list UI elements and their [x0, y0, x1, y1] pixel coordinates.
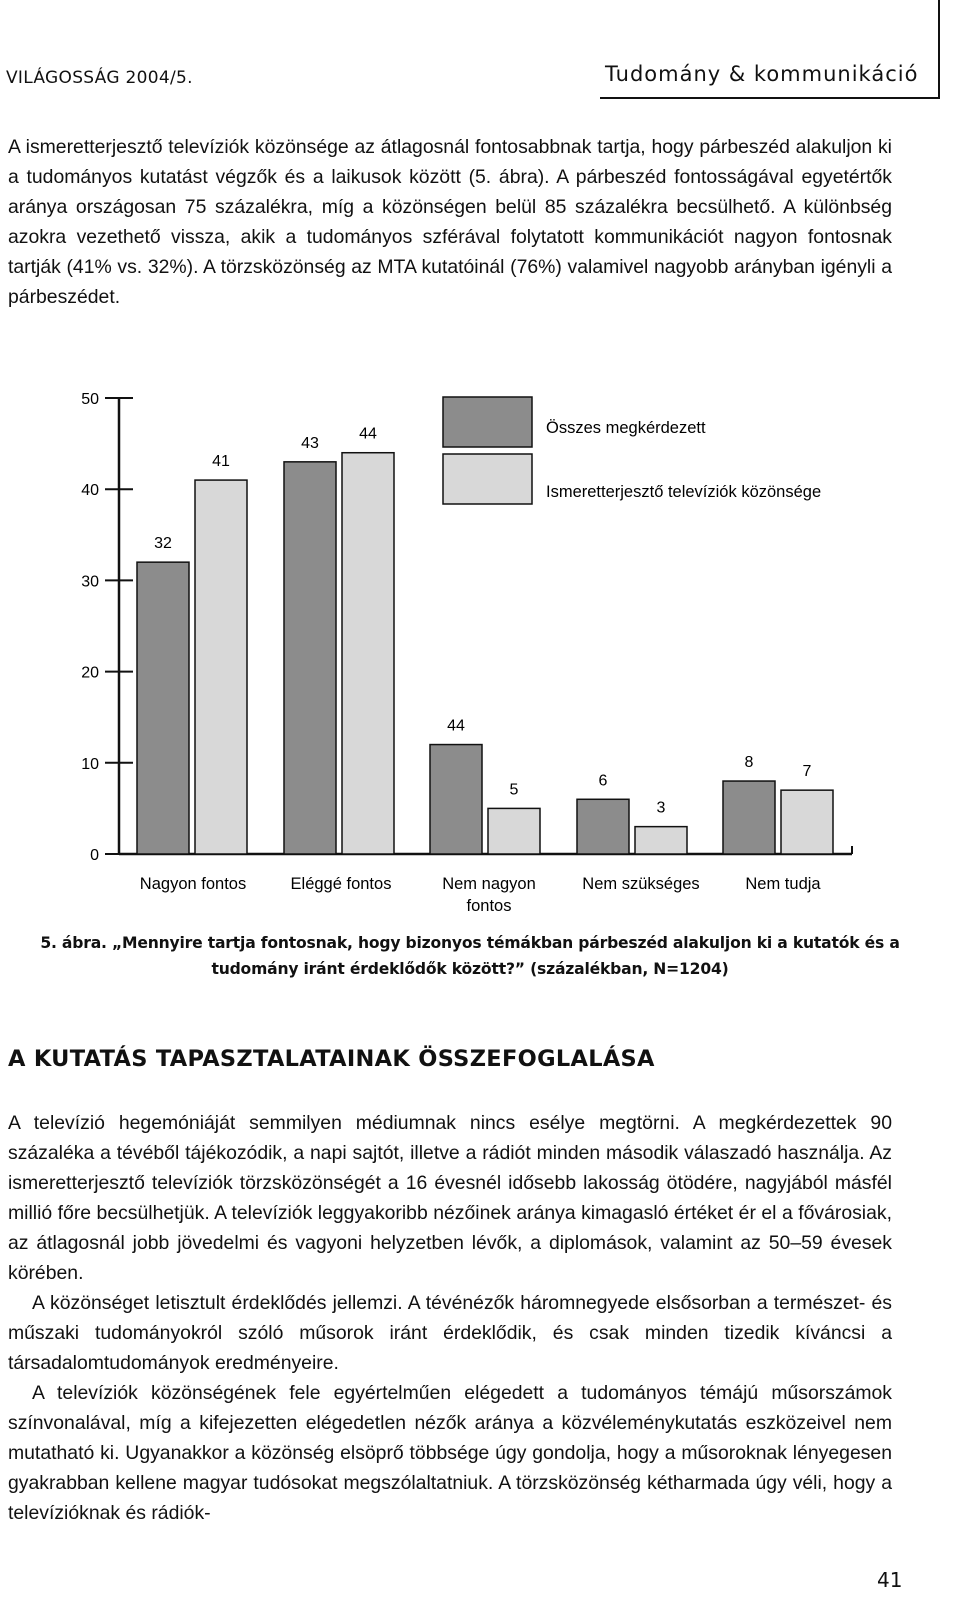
bar-audience: [488, 808, 540, 854]
bar-all: [577, 799, 629, 854]
legend-label: Összes megkérdezett: [546, 419, 706, 437]
section-title: A KUTATÁS TAPASZTALATAINAK ÖSSZEFOGLALÁSA: [8, 1046, 655, 1072]
y-tick-label: 20: [81, 664, 99, 682]
y-tick-label: 10: [81, 755, 99, 773]
body-paragraph-3: A televíziók közönségének fele egyértelműen elégedett a tudományos témájú műsorszámok színvonalával, míg a kifejezetten elégedetlen nézők aránya a közvéleménykutatás eszközeivel nem mutatható ki. Ugyanakkor a közönség elsöprő többsége úgy gondolja, hogy a műsoroknak lényegesen gyakrabban kellene magyar tudósokat megszólaltatniuk. A törzsközönség kétharmada úgy véli, hogy a televízióknak és rádiók-: [8, 1382, 892, 1524]
figure-caption: [0, 930, 940, 982]
category-label: Eléggé fontos: [290, 875, 392, 893]
bar-audience: [342, 453, 394, 854]
y-tick-label: 50: [81, 391, 99, 408]
bar-audience: [781, 790, 833, 854]
legend-swatch: [443, 454, 532, 504]
section-name: Tudomány & kommunikáció: [605, 62, 919, 86]
bar-audience: [635, 827, 687, 854]
data-label: 32: [154, 535, 172, 553]
data-label: 41: [212, 453, 230, 471]
body-paragraph-2: A közönséget letisztult érdeklődés jellemzi. A tévénézők háromnegyede elsősorban a természet- és műszaki tudományokról szóló műsorok iránt érdeklődik, és csak minden tizedik kíváncsi a társadalomtudományok eredményeire.: [8, 1292, 892, 1374]
bar-all: [723, 781, 775, 854]
category-label: Nem szükséges: [582, 875, 700, 893]
category-label: Nem tudja: [745, 875, 821, 893]
journal-name: VILÁGOSSÁG 2004/5.: [6, 68, 193, 88]
y-tick-label: 0: [90, 847, 99, 864]
data-label: 44: [447, 717, 465, 735]
bar-chart: [0, 370, 960, 930]
legend-swatch: [443, 397, 532, 447]
data-label: 8: [744, 754, 754, 772]
page-number: 41: [877, 1568, 903, 1592]
bar-all: [137, 562, 189, 854]
body-paragraph-1: A televízió hegemóniáját semmilyen médiumnak nincs esélye megtörni. A megkérdezettek 90 százaléka a tévéből tájékozódik, a napi sajtót, illetve a rádiót minden második válaszadó használja. Az ismeretterjesztő televíziók törzsközönségét a 16 évesnél idősebb lakosság ötödére, nagyjából másfél millió főre becsülhetjük. A televíziók leggyakoribb nézőinek aránya kimagasló értéket ér el a fővárosiak, az átlagosnál jobb jövedelmi és vagyoni helyzetben lévők, a diplomások, valamint az 50–59 évesek körében.: [8, 1112, 892, 1284]
bar-all: [284, 462, 336, 854]
data-label: 3: [656, 799, 666, 817]
intro-text: A ismeretterjesztő televíziók közönsége az átlagosnál fontosabbnak tartja, hogy párbeszéd alakuljon ki a tudományos kutatást végzők és a laikusok között (5. ábra). A párbeszéd fontosságával egyetértők aránya országosan 75 százalékra, míg a közönségen belül 85 százalékra becsülhető. A különbség azokra vezethető vissza, akik a tudományos szférával folytatott kommunikációt nagyon fontosnak tartják (41% vs. 32%). A törzsközönség az MTA kutatóinál (76%) valamivel nagyobb arányban igényli a párbeszédet.: [8, 136, 892, 308]
intro-paragraph: [8, 132, 892, 312]
caption-line-1: 5. ábra. „Mennyire tartja fontosnak, hogy bizonyos témákban párbeszéd alakuljon ki a kutatók és a: [40, 934, 900, 952]
bar-all: [430, 745, 482, 854]
bar-audience: [195, 480, 247, 854]
data-label: 7: [802, 763, 812, 781]
body-text: [8, 1108, 892, 1528]
y-tick-label: 30: [81, 573, 99, 591]
data-label: 6: [598, 772, 608, 790]
data-label: 43: [301, 434, 319, 452]
caption-line-2: tudomány iránt érdeklődők között?” (százalékban, N=1204): [211, 960, 729, 978]
legend-label: Ismeretterjesztő televíziók közönsége: [546, 483, 822, 501]
category-label: Nagyon fontos: [139, 875, 247, 893]
data-label: 5: [509, 781, 519, 799]
category-label: fontos: [466, 897, 512, 915]
data-label: 44: [359, 425, 377, 443]
category-label: Nem nagyon: [442, 875, 536, 893]
y-tick-label: 40: [81, 482, 99, 500]
